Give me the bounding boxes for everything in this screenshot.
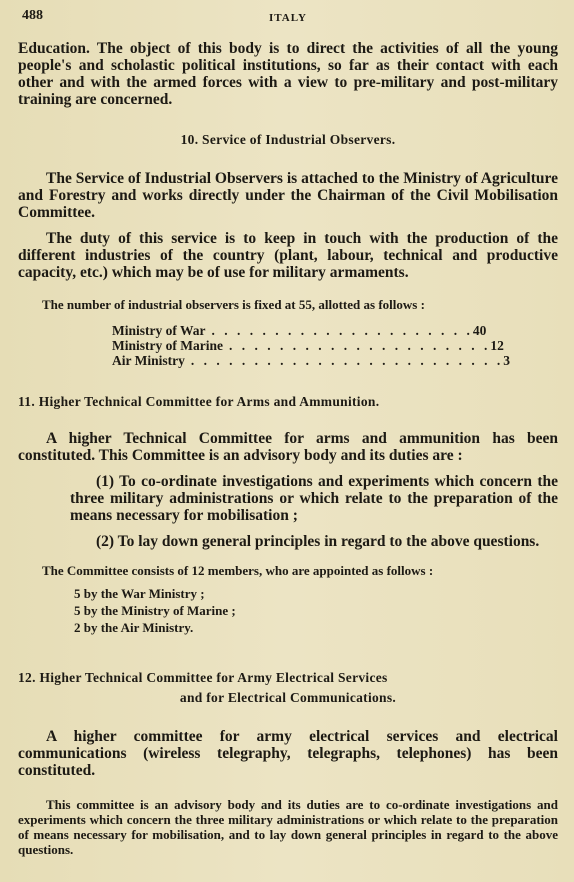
observers-intro: The number of industrial observers is fixed at 55, allotted as follows : xyxy=(42,297,425,312)
leader-dots: . . . . . . . . . . . . . . . . . . . . . xyxy=(211,323,473,338)
section-10-paragraph-1: The Service of Industrial Observers is attached to the Ministry of Agriculture and Forestry and works directly under the Chairman of the Civil Mobilisation Committee. xyxy=(18,170,558,221)
allocation-count: 12 xyxy=(490,338,504,353)
section-10-title: 10. Service of Industrial Observers. xyxy=(180,132,396,147)
allocation-row xyxy=(112,323,487,338)
member-item: 2 by the Air Ministry. xyxy=(74,620,194,635)
section-11-paragraph-1: A higher Technical Committee for arms and ammunition has been constituted. This Committee is an advisory body and its duties are : xyxy=(18,430,558,464)
committee-members-intro: The Committee consists of 12 members, who are appointed as follows : xyxy=(42,563,434,578)
observer-allocation-list xyxy=(112,323,510,368)
section-12-title: 12. Higher Technical Committee for Army Electrical Services xyxy=(18,670,388,685)
allocation-count: 40 xyxy=(472,323,487,338)
section-11-item-1: (1) To co-ordinate investigations and experiments which concern the three military administrations or which relate to the preparation of the means necessary for mobilisation ; xyxy=(70,473,558,524)
allocation-row xyxy=(112,353,510,368)
member-item: 5 by the War Ministry ; xyxy=(74,586,205,601)
section-12-paragraph-1: A higher committee for army electrical services and electrical communications (wireless telegraphy, telegraphs, telephones) has been constituted. xyxy=(18,728,558,779)
continuation-paragraph: Education. The object of this body is to direct the activities of all the young people's and scholastic political institutions, so far as their contact with each other and with the armed forces with a view to pre-military and post-military training are concerned. xyxy=(18,40,558,108)
page-number: 488 xyxy=(22,8,43,23)
allocation-count: 3 xyxy=(503,353,510,368)
section-11-item-2: (2) To lay down general principles in regard to the above questions. xyxy=(96,533,540,550)
leader-dots: . . . . . . . . . . . . . . . . . . . . . xyxy=(228,338,491,353)
allocation-ministry: Ministry of Marine xyxy=(112,338,223,353)
allocation-ministry: Air Ministry xyxy=(112,353,185,368)
page-header xyxy=(18,8,558,30)
section-12-title-continued: and for Electrical Communications. xyxy=(179,690,397,705)
allocation-row xyxy=(112,338,504,353)
section-10-paragraph-2: The duty of this service is to keep in touch with the production of the different industries of the country (plant, labour, technical and productive capacity, etc.) which may be of use for military armaments. xyxy=(18,230,558,281)
running-title: ITALY xyxy=(268,12,308,24)
member-item: 5 by the Ministry of Marine ; xyxy=(74,603,236,618)
committee-members-list xyxy=(74,585,558,636)
leader-dots: . . . . . . . . . . . . . . . . . . . . . . . . . xyxy=(190,353,504,368)
allocation-ministry: Ministry of War xyxy=(112,323,206,338)
section-11-title: 11. Higher Technical Committee for Arms and Ammunition. xyxy=(18,394,380,409)
section-12-paragraph-2: This committee is an advisory body and its duties are to co-ordinate investigations and experiments which concern the three military administrations or which relate to the preparation of means necessary for mobilisation, and to lay down general principles in regard to the above questions. xyxy=(18,797,558,857)
